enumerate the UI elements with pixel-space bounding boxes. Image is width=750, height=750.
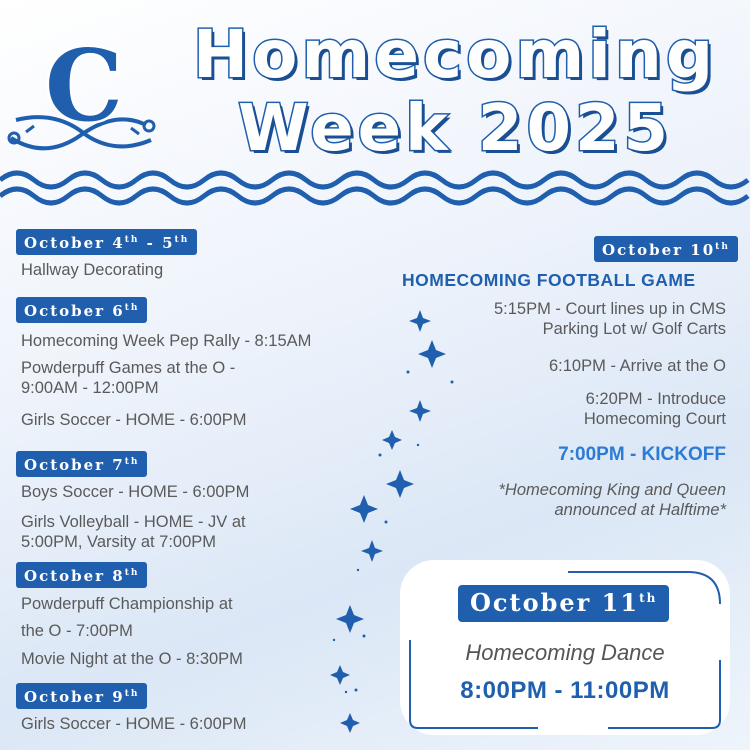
date-badge-oct-11: October 11th xyxy=(458,585,669,622)
event-court-lines-up-location: Parking Lot w/ Golf Carts xyxy=(542,320,726,338)
date-badge-oct-7: October 7th xyxy=(16,451,147,477)
king-queen-note: *Homecoming King and Queen xyxy=(498,481,726,499)
event-introduce-court: 6:20PM - Introduce xyxy=(585,390,726,408)
event-hallway-decorating: Hallway Decorating xyxy=(21,261,164,279)
c-sabers-logo xyxy=(6,20,156,160)
date-badge-oct-6: October 6th xyxy=(16,297,147,323)
event-girls-volleyball: Girls Volleyball - HOME - JV at xyxy=(21,513,246,531)
football-game-heading: HOMECOMING FOOTBALL GAME xyxy=(402,270,696,290)
king-queen-note-2: announced at Halftime* xyxy=(554,501,726,519)
kickoff-time: 7:00PM - KICKOFF xyxy=(558,444,726,465)
date-badge-oct-4-5: October 4th - 5th xyxy=(16,229,197,255)
event-powderpuff-championship-time: the O - 7:00PM xyxy=(21,622,133,640)
date-badge-oct-8: October 8th xyxy=(16,562,147,588)
date-badge-oct-10: October 10th xyxy=(594,236,738,262)
date-badge-oct-9: October 9th xyxy=(16,683,147,709)
event-girls-soccer-oct9: Girls Soccer - HOME - 6:00PM xyxy=(21,715,247,733)
event-arrive: 6:10PM - Arrive at the O xyxy=(549,357,726,375)
dance-title: Homecoming Dance xyxy=(465,640,665,665)
event-pep-rally: Homecoming Week Pep Rally - 8:15AM xyxy=(21,332,312,350)
title-line-1: Homecoming xyxy=(192,16,718,93)
logo-letter: C xyxy=(45,29,123,144)
event-powderpuff-championship: Powderpuff Championship at xyxy=(21,595,233,613)
event-boys-soccer: Boys Soccer - HOME - 6:00PM xyxy=(21,483,250,501)
event-powderpuff-games: Powderpuff Games at the O - xyxy=(21,359,236,377)
dance-time: 8:00PM - 11:00PM xyxy=(460,677,670,704)
title-line-2: Week 2025 xyxy=(237,92,673,166)
event-girls-soccer-oct6: Girls Soccer - HOME - 6:00PM xyxy=(21,411,247,429)
event-movie-night: Movie Night at the O - 8:30PM xyxy=(21,650,243,668)
event-powderpuff-games-time: 9:00AM - 12:00PM xyxy=(21,379,159,397)
event-girls-volleyball-times: 5:00PM, Varsity at 7:00PM xyxy=(21,533,217,551)
event-court-lines-up: 5:15PM - Court lines up in CMS xyxy=(493,300,726,318)
wave-divider xyxy=(0,166,750,214)
event-introduce-court-2: Homecoming Court xyxy=(583,410,726,428)
